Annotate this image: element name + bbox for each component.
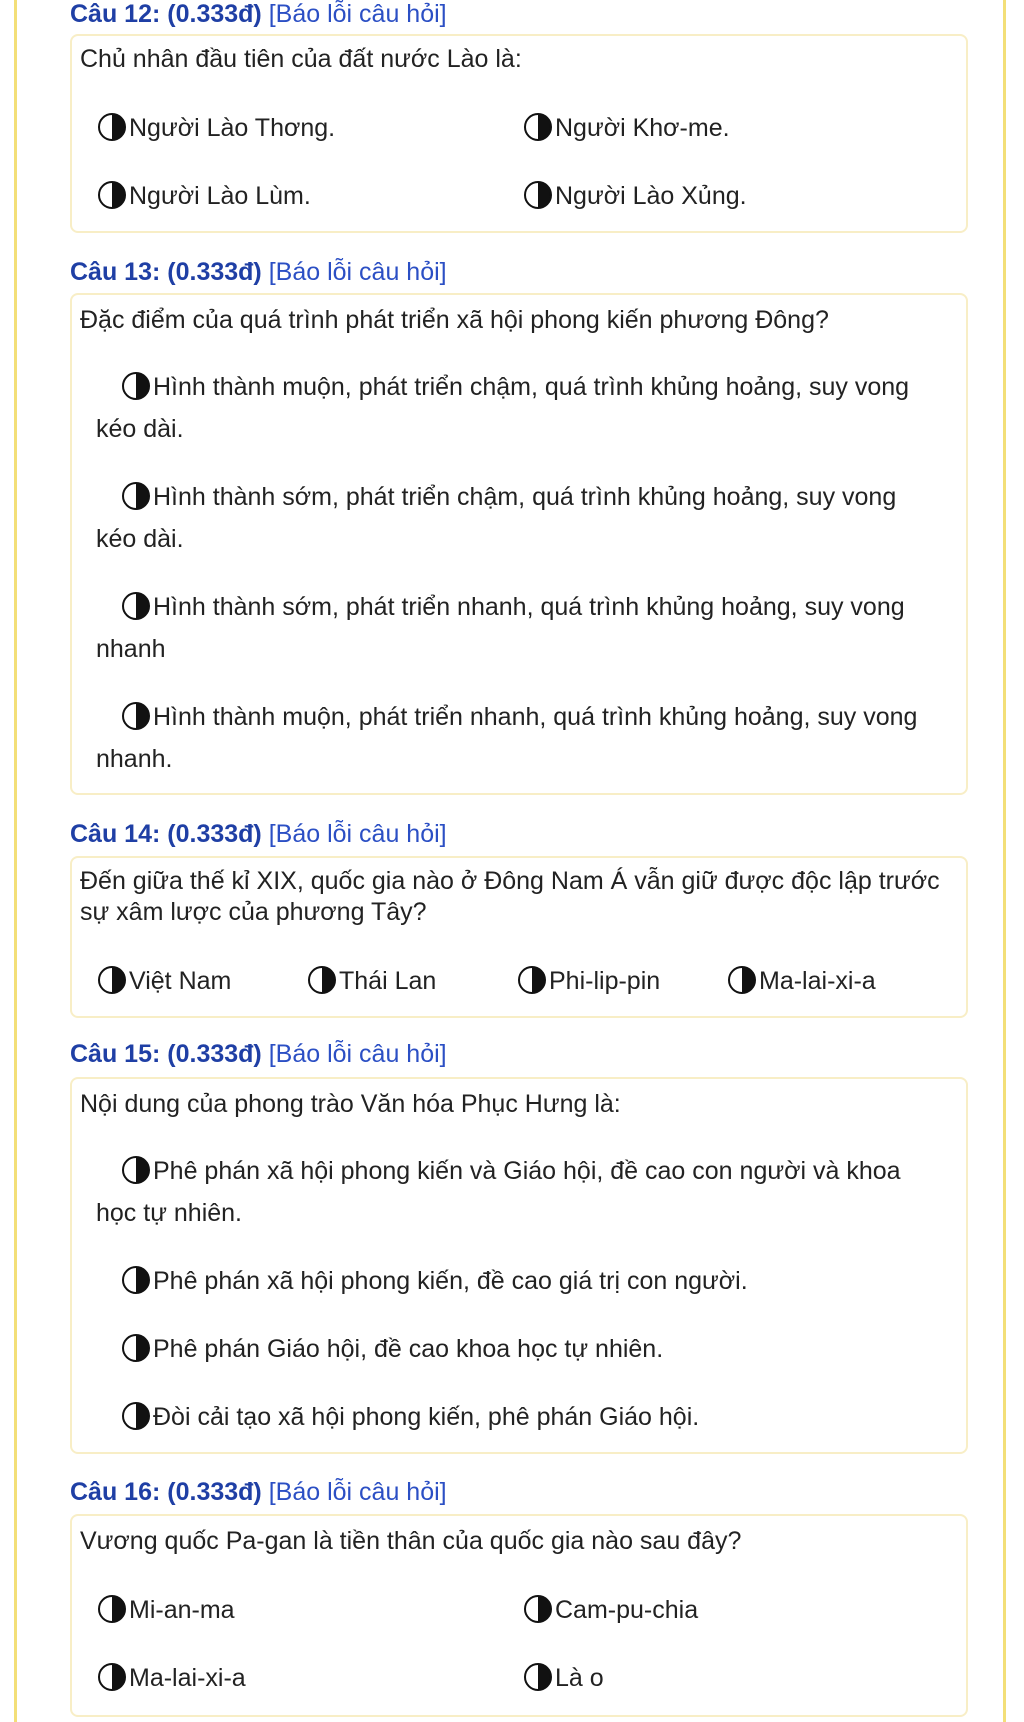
- radio-button-icon[interactable]: [122, 1266, 150, 1294]
- radio-button-icon[interactable]: [122, 372, 150, 400]
- question-15-box: [70, 1077, 968, 1454]
- question-number: Câu 16: (0.333đ): [70, 1478, 262, 1506]
- question-12-header: [70, 0, 447, 29]
- radio-button-icon[interactable]: [122, 1334, 150, 1362]
- question-number: Câu 13: (0.333đ): [70, 258, 262, 286]
- report-error-link[interactable]: [Báo lỗi câu hỏi]: [268, 1040, 447, 1068]
- question-text: Đặc điểm của quá trình phát triển xã hội phong kiến phương Đông?: [80, 306, 829, 334]
- radio-button-icon[interactable]: [524, 1663, 552, 1691]
- radio-button-icon[interactable]: [524, 181, 552, 209]
- report-error-link[interactable]: [Báo lỗi câu hỏi]: [268, 258, 447, 286]
- radio-button-icon[interactable]: [518, 966, 546, 994]
- question-15-header: [70, 1039, 447, 1069]
- answer-option[interactable]: Phê phán xã hội phong kiến, đề cao giá trị con người.: [96, 1260, 926, 1302]
- answer-option[interactable]: Ma-lai-xi-a: [728, 960, 876, 1002]
- answer-option[interactable]: Cam-pu-chia: [524, 1589, 698, 1631]
- question-number: Câu 15: (0.333đ): [70, 1040, 262, 1068]
- question-text: Đến giữa thế kỉ XIX, quốc gia nào ở Đông Nam Á vẫn giữ được độc lập trước sự xâm lược của phương Tây?: [80, 867, 940, 926]
- radio-button-icon[interactable]: [122, 482, 150, 510]
- answer-option[interactable]: Việt Nam: [98, 960, 231, 1002]
- question-14-header: [70, 819, 447, 849]
- radio-button-icon[interactable]: [98, 1663, 126, 1691]
- radio-button-icon[interactable]: [122, 1156, 150, 1184]
- question-text: Chủ nhân đầu tiên của đất nước Lào là:: [80, 45, 522, 73]
- radio-button-icon[interactable]: [98, 966, 126, 994]
- question-12-box: [70, 34, 968, 233]
- question-number: Câu 12: (0.333đ): [70, 0, 262, 28]
- page-border-right: [1003, 0, 1006, 1722]
- radio-button-icon[interactable]: [98, 113, 126, 141]
- answer-option[interactable]: Người Lào Thơng.: [98, 107, 335, 149]
- question-13-box: [70, 293, 968, 795]
- radio-button-icon[interactable]: [728, 966, 756, 994]
- answer-option[interactable]: Là o: [524, 1657, 604, 1699]
- question-text: Vương quốc Pa-gan là tiền thân của quốc gia nào sau đây?: [80, 1527, 742, 1555]
- question-13-header: [70, 257, 447, 287]
- question-16-box: [70, 1514, 968, 1717]
- answer-option[interactable]: Người Lào Xủng.: [524, 175, 747, 217]
- radio-button-icon[interactable]: [98, 181, 126, 209]
- answer-option[interactable]: Hình thành muộn, phát triển chậm, quá trình khủng hoảng, suy vong kéo dài.: [96, 373, 910, 443]
- answer-option[interactable]: Người Lào Lùm.: [98, 175, 311, 217]
- answer-option[interactable]: Thái Lan: [308, 960, 436, 1002]
- answer-option[interactable]: Người Khơ-me.: [524, 107, 730, 149]
- report-error-link[interactable]: [Báo lỗi câu hỏi]: [268, 1478, 447, 1506]
- radio-button-icon[interactable]: [98, 1595, 126, 1623]
- answer-option[interactable]: Hình thành sớm, phát triển nhanh, quá trình khủng hoảng, suy vong nhanh: [96, 593, 905, 663]
- question-16-header: [70, 1477, 447, 1507]
- answer-option[interactable]: Đòi cải tạo xã hội phong kiến, phê phán Giáo hội.: [96, 1396, 926, 1438]
- answer-option[interactable]: Phê phán xã hội phong kiến và Giáo hội, đề cao con người và khoa học tự nhiên.: [96, 1157, 901, 1227]
- radio-button-icon[interactable]: [122, 702, 150, 730]
- radio-button-icon[interactable]: [524, 113, 552, 141]
- page-border-left: [14, 0, 17, 1722]
- radio-button-icon[interactable]: [308, 966, 336, 994]
- answer-option[interactable]: Phi-lip-pin: [518, 960, 660, 1002]
- report-error-link[interactable]: [Báo lỗi câu hỏi]: [268, 0, 447, 28]
- question-text: Nội dung của phong trào Văn hóa Phục Hưng là:: [80, 1090, 621, 1118]
- radio-button-icon[interactable]: [122, 592, 150, 620]
- radio-button-icon[interactable]: [524, 1595, 552, 1623]
- question-number: Câu 14: (0.333đ): [70, 820, 262, 848]
- answer-option[interactable]: Phê phán Giáo hội, đề cao khoa học tự nhiên.: [96, 1328, 926, 1370]
- question-14-box: [70, 856, 968, 1018]
- answer-option[interactable]: Mi-an-ma: [98, 1589, 235, 1631]
- answer-option[interactable]: Hình thành muộn, phát triển nhanh, quá trình khủng hoảng, suy vong nhanh.: [96, 703, 918, 773]
- answer-option[interactable]: Hình thành sớm, phát triển chậm, quá trình khủng hoảng, suy vong kéo dài.: [96, 483, 897, 553]
- report-error-link[interactable]: [Báo lỗi câu hỏi]: [268, 820, 447, 848]
- radio-button-icon[interactable]: [122, 1402, 150, 1430]
- answer-option[interactable]: Ma-lai-xi-a: [98, 1657, 246, 1699]
